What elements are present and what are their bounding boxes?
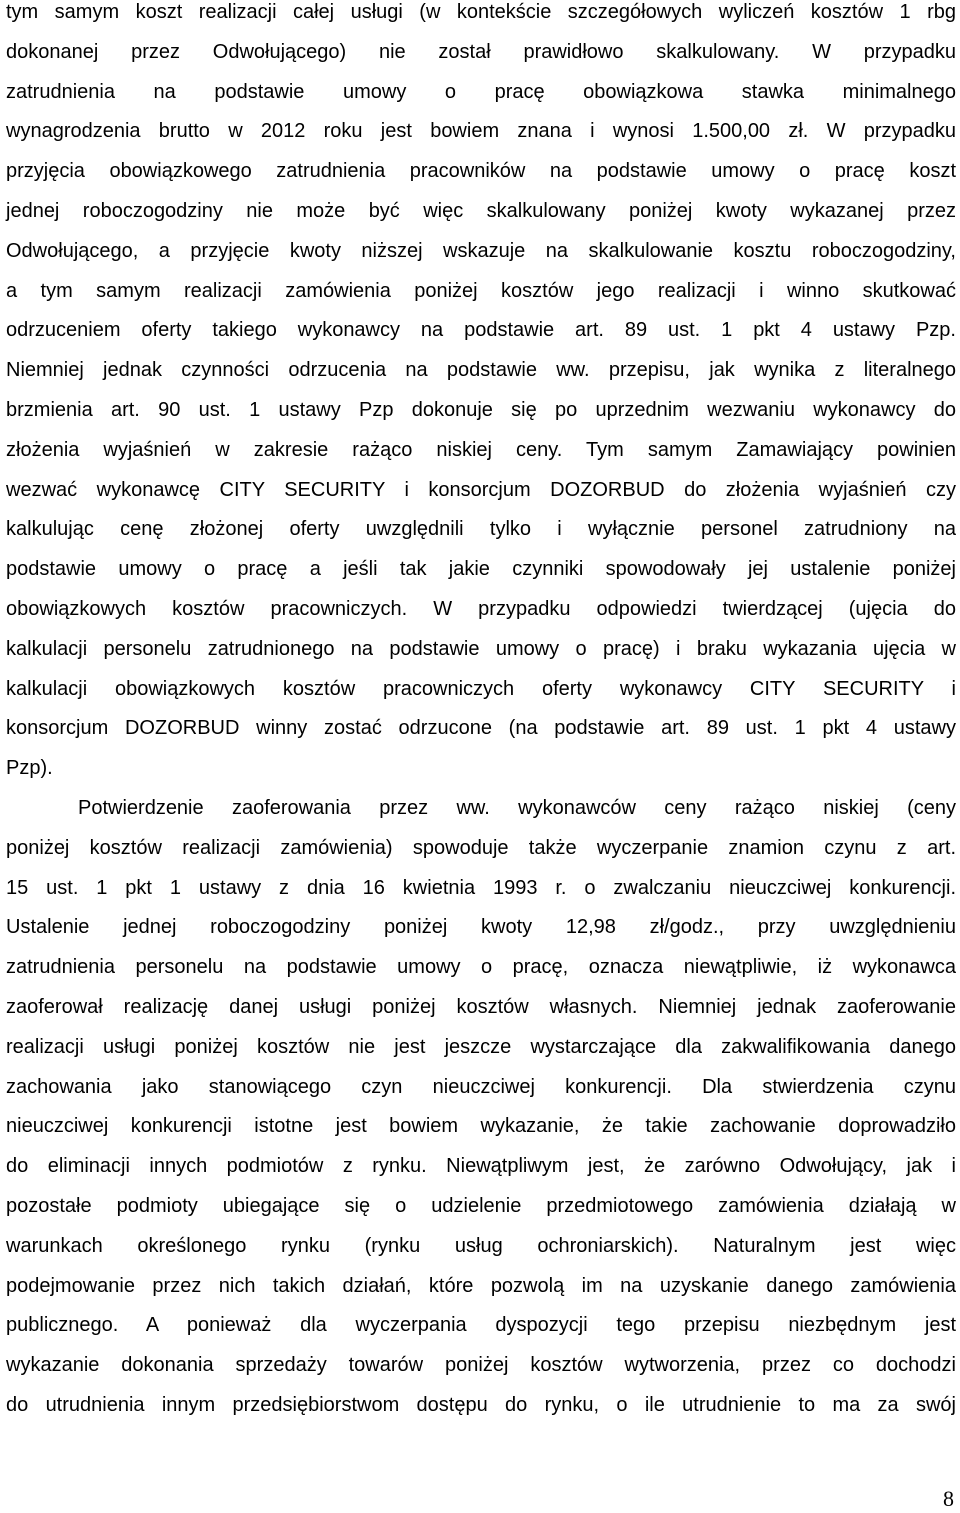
paragraph-2 xyxy=(6,789,956,1426)
text-line: złożenia wyjaśnień w zakresie rażąco niskiej ceny. Tym samym Zamawiający powinien xyxy=(6,438,956,461)
paragraph-1 xyxy=(6,0,956,789)
text-line: obowiązkowych kosztów pracowniczych. W przypadku odpowiedzi twierdzącej (ujęcia do xyxy=(6,597,956,620)
text-line: Pzp). xyxy=(6,757,53,780)
text-line: Ustalenie jednej roboczogodziny poniżej kwoty 12,98 zł/godz., przy uwzględnieniu xyxy=(6,916,956,939)
text-line: zatrudnienia personelu na podstawie umowy o pracę, oznacza niewątpliwie, iż wykonawca xyxy=(6,956,956,979)
text-line: podejmowanie przez nich takich działań, które pozwolą im na uzyskanie danego zamówienia xyxy=(6,1274,956,1297)
text-line: warunkach określonego rynku (rynku usług ochroniarskich). Naturalnym jest więc xyxy=(6,1234,956,1257)
text-line: kalkulacji obowiązkowych kosztów pracowniczych oferty wykonawcy CITY SECURITY i xyxy=(6,677,956,700)
text-line: publicznego. A ponieważ dla wyczerpania dyspozycji tego przepisu niezbędnym jest xyxy=(6,1314,956,1337)
text-line: wykazanie dokonania sprzedaży towarów poniżej kosztów wytworzenia, przez co dochodzi xyxy=(6,1354,956,1377)
text-line: nieuczciwej konkurencji istotne jest bowiem wykazanie, że takie zachowanie doprowadziło xyxy=(6,1115,956,1138)
text-line: do eliminacji innych podmiotów z rynku. Niewątpliwym jest, że zarówno Odwołujący, jak i xyxy=(6,1155,956,1178)
text-line: jednej roboczogodziny nie może być więc skalkulowany poniżej kwoty wykazanej przez xyxy=(6,199,956,222)
text-line: Odwołującego, a przyjęcie kwoty niższej wskazuje na skalkulowanie kosztu roboczogodziny, xyxy=(6,239,956,262)
body-text xyxy=(6,0,956,1426)
text-line: kalkulując cenę złożonej oferty uwzględnili tylko i wyłącznie personel zatrudniony na xyxy=(6,518,956,541)
text-line: zaoferował realizację danej usługi poniżej kosztów własnych. Niemniej jednak zaoferowanie xyxy=(6,995,956,1018)
text-line: dokonanej przez Odwołującego) nie został prawidłowo skalkulowany. W przypadku xyxy=(6,40,956,63)
text-line: Potwierdzenie zaoferowania przez ww. wykonawców ceny rażąco niskiej (ceny xyxy=(78,796,956,819)
text-line: odrzuceniem oferty takiego wykonawcy na podstawie art. 89 ust. 1 pkt 4 ustawy Pzp. xyxy=(6,319,956,342)
text-line: Niemniej jednak czynności odrzucenia na podstawie ww. przepisu, jak wynika z literalnego xyxy=(6,359,956,382)
text-line: pozostałe podmioty ubiegające się o udzielenie przedmiotowego zamówienia działają w xyxy=(6,1194,956,1217)
text-line: do utrudnienia innym przedsiębiorstwom dostępu do rynku, o ile utrudnienie to ma za swój xyxy=(6,1393,956,1416)
page-number: 8 xyxy=(943,1486,954,1511)
text-line: tym samym koszt realizacji całej usługi (w kontekście szczegółowych wyliczeń kosztów 1 rbg xyxy=(6,1,956,23)
text-line: konsorcjum DOZORBUD winny zostać odrzucone (na podstawie art. 89 ust. 1 pkt 4 ustawy xyxy=(6,717,956,740)
text-line: przyjęcia obowiązkowego zatrudnienia pracowników na podstawie umowy o pracę koszt xyxy=(6,160,956,183)
text-line: wezwać wykonawcę CITY SECURITY i konsorcjum DOZORBUD do złożenia wyjaśnień czy xyxy=(6,478,956,501)
text-line: a tym samym realizacji zamówienia poniżej kosztów jego realizacji i winno skutkować xyxy=(6,279,956,302)
text-line: 15 ust. 1 pkt 1 ustawy z dnia 16 kwietnia 1993 r. o zwalczaniu nieuczciwej konkurencji. xyxy=(6,876,956,899)
text-line: zachowania jako stanowiącego czyn nieuczciwej konkurencji. Dla stwierdzenia czynu xyxy=(6,1075,956,1098)
text-line: wynagrodzenia brutto w 2012 roku jest bowiem znana i wynosi 1.500,00 zł. W przypadku xyxy=(6,120,956,143)
text-line: kalkulacji personelu zatrudnionego na podstawie umowy o pracę) i braku wykazania ujęcia w xyxy=(6,637,956,660)
text-line: poniżej kosztów realizacji zamówienia) spowoduje także wyczerpanie znamion czynu z art. xyxy=(6,836,956,859)
text-line: podstawie umowy o pracę a jeśli tak jakie czynniki spowodowały jej ustalenie poniżej xyxy=(6,558,956,581)
text-line: realizacji usługi poniżej kosztów nie jest jeszcze wystarczające dla zakwalifikowania danego xyxy=(6,1035,956,1058)
text-line: brzmienia art. 90 ust. 1 ustawy Pzp dokonuje się po uprzednim wezwaniu wykonawcy do xyxy=(6,398,956,421)
text-line: zatrudnienia na podstawie umowy o pracę obowiązkowa stawka minimalnego xyxy=(6,80,956,103)
